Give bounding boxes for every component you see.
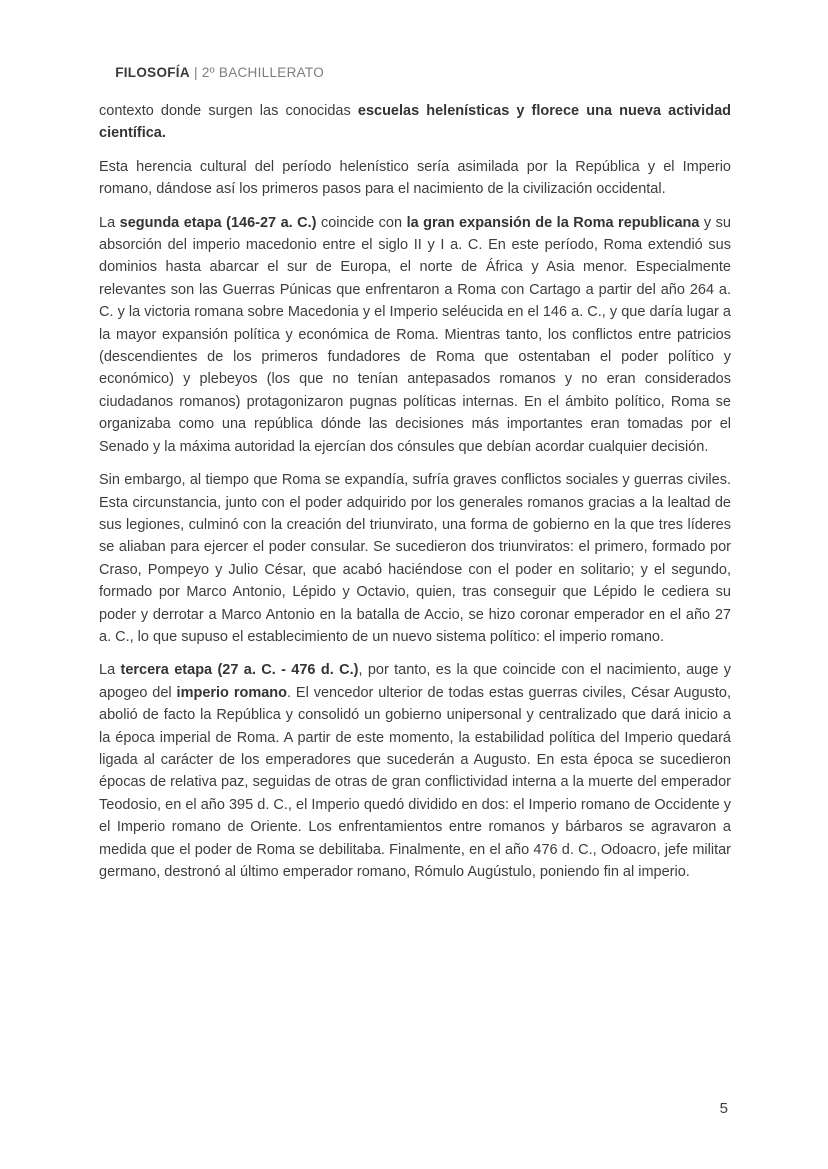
text-run: contexto donde surgen las conocidas [99,103,358,119]
bold-text-run: tercera etapa (27 a. C. - 476 d. C.) [120,662,359,679]
text-run: y su absorción del imperio macedonio entre el siglo II y I a. C. En este período, Roma extendió sus dominios hasta abarcar el sur de Europa, el norte de África y Asia menor. Especialmente relevantes son las Guerras Púnicas que enfrentaron a Roma con Cartago a partir del año 264 a. C. y la victoria romana sobre Macedonia y el Imperio seléucida en el 146 a. C., y que daría lugar a la mayor expansión política y económica de Roma. Mientras tanto, los conflictos entre patricios (descendientes de los primeros fundadores de Roma que ostentaban el poder político y económico) y plebeyos (los que no tenían antepasados romanos y no eran considerados ciudadanos romanos) protagonizaron pugnas políticas internas. En el ámbito político, Roma se organizaba como una república dónde las decisiones más importantes eran tomadas por el Senado y la máxima autoridad la ejercían dos cónsules que debían acordar cualquier decisión. [99,214,731,455]
bold-text-run: imperio romano [176,684,287,701]
bold-text-run: escuelas helenísticas y florece una nueva actividad científica. [99,103,731,142]
document-body [99,100,731,894]
page-number: 5 [719,1100,728,1117]
paragraph [99,156,731,201]
bold-text-run: la gran expansión de la Roma republicana [406,214,700,231]
paragraph [99,212,731,458]
paragraph [99,469,731,648]
header-subject-title: FILOSOFÍA [115,65,190,80]
header-course-label: | 2º BACHILLERATO [189,65,325,80]
text-run: coincide con [316,214,407,231]
document-header [99,50,324,95]
text-run: Esta herencia cultural del período helenístico sería asimilada por la República y el Imperio romano, dándose así los primeros pasos para el nacimiento de la civilización occidental. [99,158,731,198]
text-run: , por tanto, es la que coincide con el nacimiento, auge y apogeo del [99,662,731,701]
paragraph [99,100,731,145]
text-run: . El vencedor ulterior de todas estas guerras civiles, César Augusto, abolió de facto la República y consolidó un gobierno unipersonal y centralizado que dará inicio a la época imperial de Roma. A partir de este momento, la estabilidad política del Imperio quedará ligada al carácter de los emperadores que sucederán a Augusto. En esta época se sucedieron épocas de relativa paz, seguidas de otras de gran conflictividad interna a la muerte del emperador Teodosio, en el año 395 d. C., el Imperio quedó dividido en dos: el Imperio romano de Occidente y el Imperio romano de Oriente. Los enfrentamientos entre romanos y bárbaros se agravaron a medida que el poder de Roma se debilitaba. Finalmente, en el año 476 d. C., Odoacro, jefe militar germano, destronó al último emperador romano, Rómulo Augústulo, poniendo fin al imperio. [99,684,731,880]
bold-text-run: segunda etapa (146-27 a. C.) [119,214,317,231]
text-run: La [99,662,121,679]
text-run: Sin embargo, al tiempo que Roma se expandía, sufría graves conflictos sociales y guerras civiles. Esta circunstancia, junto con el poder adquirido por los generales romanos gracias a la lealtad de sus legiones, culminó con la creación del triunvirato, una forma de gobierno en la que tres líderes se aliaban para ejercer el poder consular. Se sucedieron dos triunviratos: el primero, formado por Craso, Pompeyo y Julio César, que acabó haciéndose con el poder en solitario; y el segundo, formado por Marco Antonio, Lépido y Octavio, quien, tras conseguir que Lépido le cediera su poder y derrotar a Marco Antonio en la batalla de Accio, se hizo coronar emperador en el año 27 a. C., lo que supuso el establecimiento de un nuevo sistema político: el imperio romano. [99,472,731,645]
text-run: La [99,214,120,231]
paragraph [99,659,731,883]
